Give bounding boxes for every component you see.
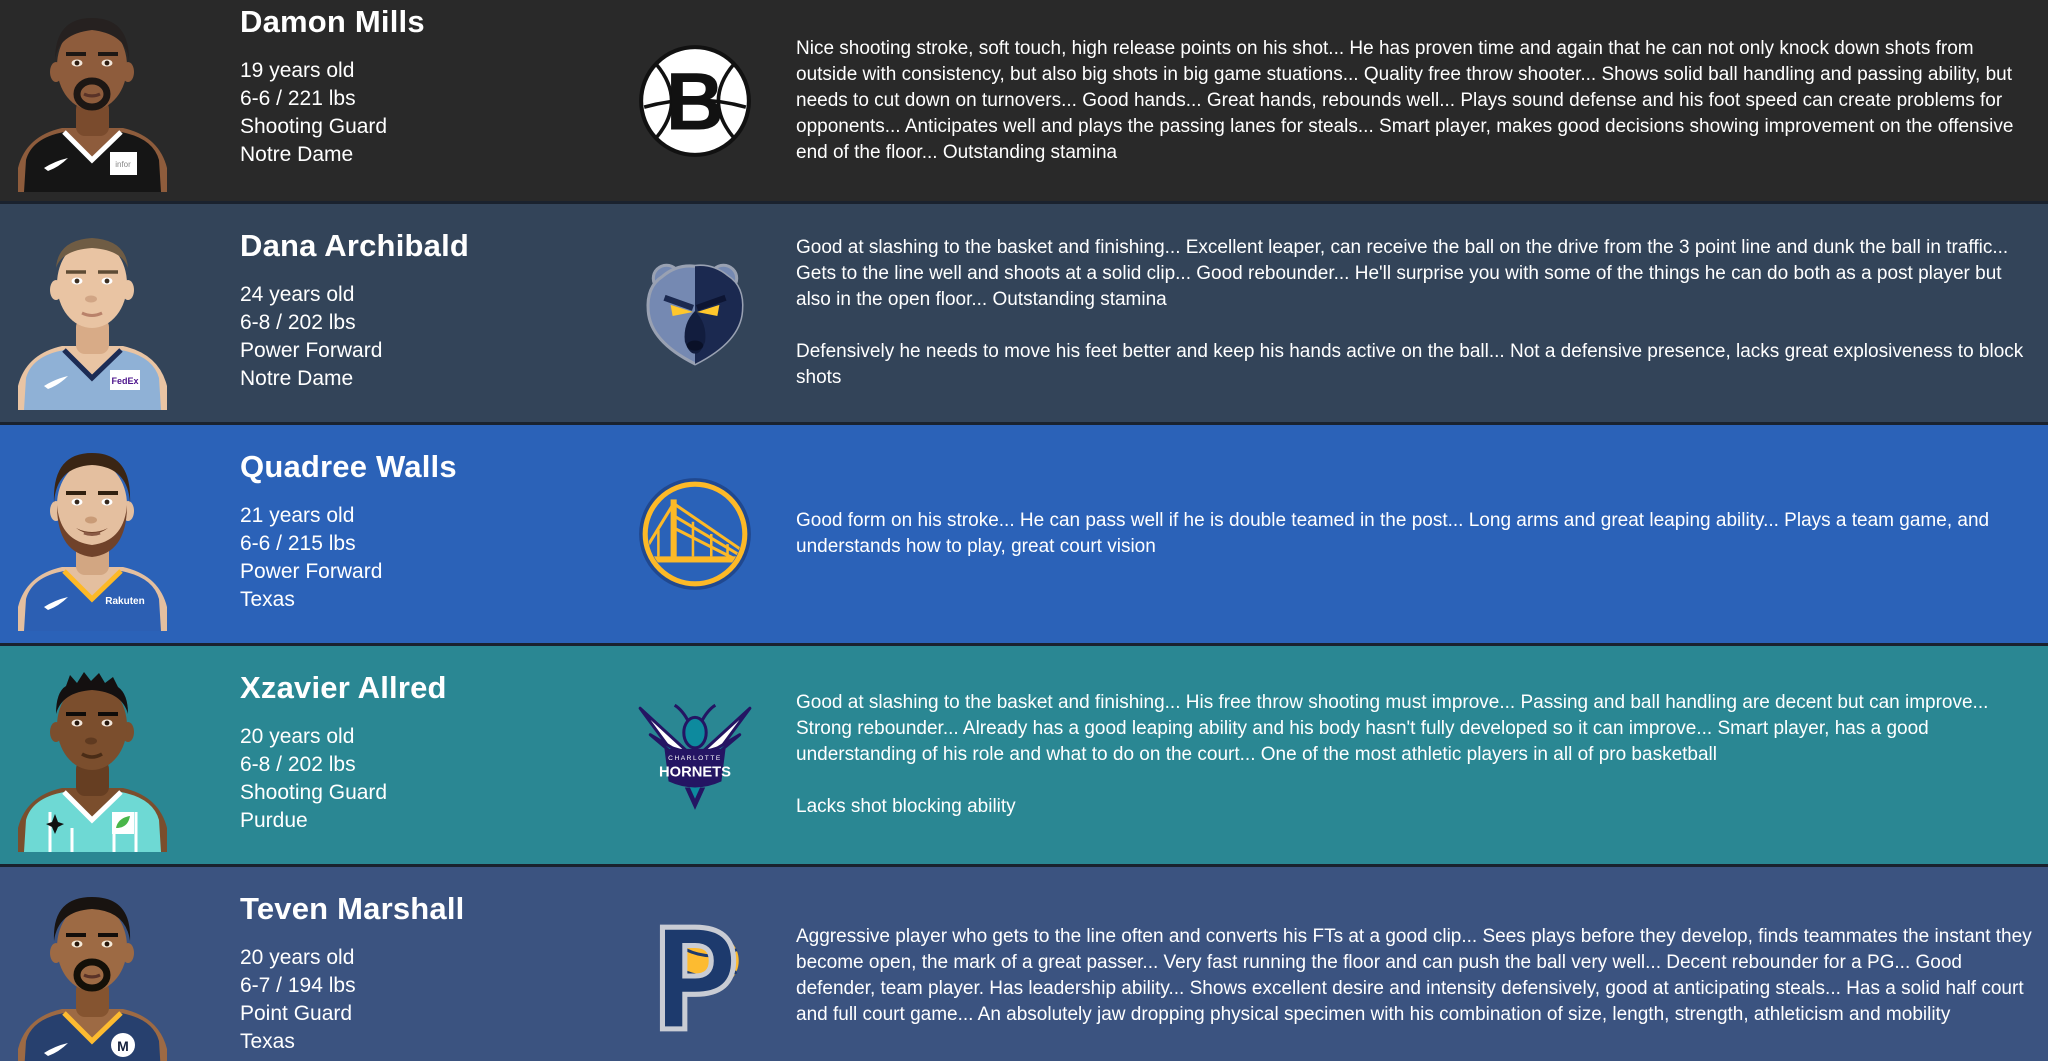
scouting-report — [796, 646, 2048, 864]
player-size: 6-6 / 221 lbs — [240, 87, 356, 110]
player-name[interactable]: Damon Mills — [240, 4, 425, 39]
player-bio — [240, 867, 620, 1061]
scouting-report-paragraph: Good at slashing to the basket and finishing... His free throw shooting must improve... Passing and ball handling are decent but can improve... Strong rebounder... Already has a good leaping ability and his body hasn't fully developed so it can improve... Smart player, has a good understanding of his role and what to do on the court... One of the most athletic players in all of pro basketball — [796, 692, 1989, 765]
scouting-report-paragraph: Nice shooting stroke, soft touch, high release points on his shot... He has proven time and again that he can not only knock down shots from outside with consistency, but also big shots in big game stuations... Quality free throw shooter... Shows solid ball handling and passing ability, but needs to cut down on turnovers... Good hands... Great hands, rebounds well... Plays sound defense and his foot speed can create problems for opponents... Anticipates well and plays the passing lanes for steals... Smart player, makes good decisions showing improvement on the offensive end of the floor... Outstanding stamina — [796, 37, 2014, 163]
svg-text:B: B — [665, 55, 725, 147]
player-portrait — [10, 220, 175, 422]
scouting-report — [796, 425, 2048, 643]
player-college: Texas — [240, 1030, 295, 1053]
scouting-report-paragraph: Aggressive player who gets to the line often and converts his FTs at a good clip... Sees plays before they develop, finds teammates the instant they become open, the mark of a great passer... Very fast running the floor and can push the ball very well... Decent rebounder for a PG... Good defender, team player. Has leadership ability... Shows excellent desire and intensity defensively, good at anticipating steals... Has a solid half court and full court game... An absolutely jaw dropping physical specimen with his combination of size, length, strength, athleticism and mobility — [796, 926, 2032, 1025]
player-row — [0, 643, 2048, 864]
player-portrait — [10, 2, 175, 201]
player-age: 19 years old — [240, 59, 355, 82]
scouting-report — [796, 204, 2048, 422]
scouting-report-paragraph: Good at slashing to the basket and finishing... Excellent leaper, can receive the ball on the drive from the 3 point line and dunk the ball in traffic... Gets to the line well and shoots at a solid clip... Good rebounder... He'll surprise you with some of the things he can do both as a post player but also in the open floor... Outstanding stamina — [796, 237, 2009, 310]
player-portrait — [10, 441, 175, 643]
svg-text:CHARLOTTE: CHARLOTTE — [668, 755, 722, 763]
svg-text:M: M — [117, 1038, 129, 1054]
player-row — [0, 422, 2048, 643]
jersey-patch — [110, 152, 137, 175]
jersey-patch — [105, 596, 144, 607]
player-college: Purdue — [240, 809, 308, 832]
player-position: Power Forward — [240, 560, 383, 583]
svg-text:Rakuten: Rakuten — [105, 596, 145, 607]
scouting-report-paragraph: Lacks shot blocking ability — [796, 796, 1016, 817]
player-college: Texas — [240, 588, 295, 611]
player-name[interactable]: Xzavier Allred — [240, 670, 447, 705]
jersey-patch — [110, 370, 140, 390]
jersey-patch — [112, 812, 134, 834]
player-college: Notre Dame — [240, 367, 354, 390]
player-size: 6-7 / 194 lbs — [240, 974, 356, 997]
player-age: 20 years old — [240, 946, 355, 969]
player-bio — [240, 425, 620, 643]
player-position: Power Forward — [240, 339, 383, 362]
indiana-pacers-logo — [620, 867, 770, 1061]
player-age: 24 years old — [240, 283, 355, 306]
charlotte-hornets-logo — [620, 646, 770, 864]
memphis-grizzlies-logo — [620, 204, 770, 422]
player-portrait — [10, 883, 175, 1061]
player-row — [0, 0, 2048, 201]
player-position: Shooting Guard — [240, 781, 388, 804]
brooklyn-nets-logo — [620, 0, 770, 201]
scouting-report-paragraph: Good form on his stroke... He can pass well if he is double teamed in the post... Long arms and great leaping ability... Plays a team game, and understands how to play, great court vision — [796, 510, 1990, 557]
player-row — [0, 201, 2048, 422]
player-size: 6-6 / 215 lbs — [240, 532, 356, 555]
player-name[interactable]: Quadree Walls — [240, 449, 457, 484]
scouting-report — [796, 0, 2048, 201]
scouting-report — [796, 867, 2048, 1061]
player-college: Notre Dame — [240, 143, 354, 166]
player-portrait — [10, 662, 175, 864]
motorola-logo-icon — [111, 1033, 135, 1057]
player-age: 20 years old — [240, 725, 355, 748]
player-bio — [240, 646, 620, 864]
player-size: 6-8 / 202 lbs — [240, 311, 356, 334]
svg-text:FedEx: FedEx — [111, 376, 139, 386]
svg-text:infor: infor — [115, 160, 131, 169]
golden-state-warriors-logo — [620, 425, 770, 643]
scouting-report-paragraph: Defensively he needs to move his feet better and keep his hands active on the ball... Not a defensive presence, lacks great explosiveness to block shots — [796, 341, 2024, 388]
player-position: Shooting Guard — [240, 115, 388, 138]
player-row — [0, 864, 2048, 1061]
player-size: 6-8 / 202 lbs — [240, 753, 356, 776]
player-name[interactable]: Dana Archibald — [240, 228, 470, 263]
player-bio — [240, 0, 620, 201]
player-age: 21 years old — [240, 504, 355, 527]
svg-text:HORNETS: HORNETS — [658, 764, 732, 781]
player-name[interactable]: Teven Marshall — [240, 891, 465, 926]
player-position: Point Guard — [240, 1002, 353, 1025]
player-bio — [240, 204, 620, 422]
